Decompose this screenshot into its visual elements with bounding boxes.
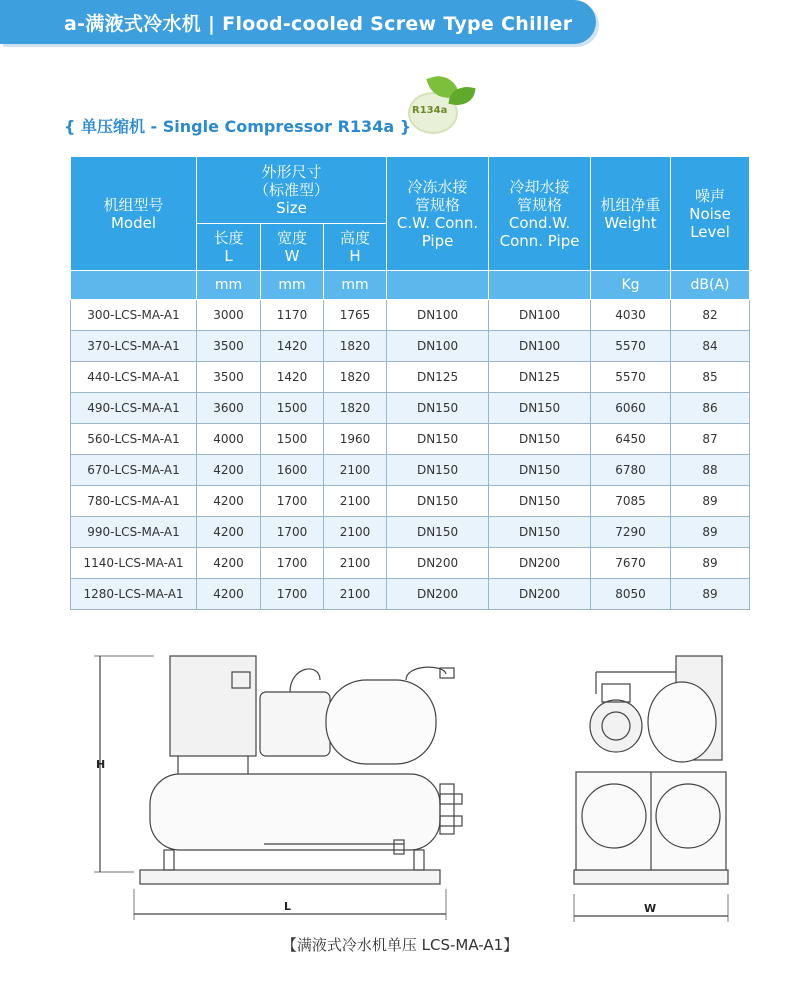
- badge-text: R134a: [412, 105, 448, 116]
- spec-table: [70, 156, 750, 610]
- chiller-end-view-drawing: [566, 644, 736, 934]
- spec-table-body: [71, 300, 750, 610]
- cell-width: 1420: [261, 331, 324, 362]
- table-row: [71, 517, 750, 548]
- table-row: [71, 300, 750, 331]
- cell-width: 1170: [261, 300, 324, 331]
- table-row: [71, 486, 750, 517]
- unit-model: [71, 271, 197, 300]
- cell-height: 1960: [324, 424, 387, 455]
- cell-model: 490-LCS-MA-A1: [71, 393, 197, 424]
- dimension-w-label: W: [644, 902, 657, 915]
- cell-cw-pipe: DN100: [387, 331, 489, 362]
- cell-noise: 89: [671, 548, 750, 579]
- unit-cw: [387, 271, 489, 300]
- cell-width: 1500: [261, 393, 324, 424]
- cell-length: 4200: [197, 455, 261, 486]
- cell-height: 1765: [324, 300, 387, 331]
- cell-cond-pipe: DN125: [489, 362, 591, 393]
- cell-length: 4200: [197, 548, 261, 579]
- cell-model: 670-LCS-MA-A1: [71, 455, 197, 486]
- cell-weight: 7290: [591, 517, 671, 548]
- cell-noise: 87: [671, 424, 750, 455]
- cell-cond-pipe: DN150: [489, 455, 591, 486]
- cell-model: 1140-LCS-MA-A1: [71, 548, 197, 579]
- cell-noise: 86: [671, 393, 750, 424]
- cell-cond-pipe: DN100: [489, 300, 591, 331]
- cell-length: 4200: [197, 579, 261, 610]
- cell-cw-pipe: DN150: [387, 424, 489, 455]
- header-model: 机组型号 Model: [71, 157, 197, 271]
- cell-length: 3600: [197, 393, 261, 424]
- header-noise: 噪声 Noise Level: [671, 157, 750, 271]
- cell-model: 300-LCS-MA-A1: [71, 300, 197, 331]
- cell-width: 1500: [261, 424, 324, 455]
- cell-cw-pipe: DN200: [387, 579, 489, 610]
- cell-height: 1820: [324, 362, 387, 393]
- cell-noise: 84: [671, 331, 750, 362]
- cell-length: 3000: [197, 300, 261, 331]
- cell-noise: 89: [671, 579, 750, 610]
- cell-noise: 85: [671, 362, 750, 393]
- cell-width: 1700: [261, 579, 324, 610]
- cell-cw-pipe: DN150: [387, 393, 489, 424]
- cell-noise: 89: [671, 517, 750, 548]
- cell-cond-pipe: DN200: [489, 579, 591, 610]
- banner-title: a-满液式冷水机 | Flood-cooled Screw Type Chiller: [0, 0, 596, 44]
- dimension-h-label: H: [96, 758, 106, 771]
- cell-cw-pipe: DN125: [387, 362, 489, 393]
- cell-cond-pipe: DN150: [489, 486, 591, 517]
- cell-cond-pipe: DN150: [489, 424, 591, 455]
- cell-length: 3500: [197, 362, 261, 393]
- cell-weight: 5570: [591, 331, 671, 362]
- unit-length: mm: [197, 271, 261, 300]
- cell-width: 1700: [261, 517, 324, 548]
- unit-weight: Kg: [591, 271, 671, 300]
- cell-weight: 4030: [591, 300, 671, 331]
- cell-cw-pipe: DN150: [387, 517, 489, 548]
- header-cond-pipe: 冷却水接 管规格 Cond.W. Conn. Pipe: [489, 157, 591, 271]
- cell-cw-pipe: DN150: [387, 486, 489, 517]
- cell-model: 440-LCS-MA-A1: [71, 362, 197, 393]
- header-height: 高度 H: [324, 224, 387, 271]
- section-title: { 单压缩机 - Single Compressor R134a }: [64, 117, 412, 136]
- cell-weight: 7085: [591, 486, 671, 517]
- cell-height: 2100: [324, 517, 387, 548]
- cell-length: 4200: [197, 517, 261, 548]
- unit-height: mm: [324, 271, 387, 300]
- cell-width: 1700: [261, 486, 324, 517]
- cell-weight: 7670: [591, 548, 671, 579]
- table-row: [71, 579, 750, 610]
- cell-weight: 6060: [591, 393, 671, 424]
- header-cw-pipe: 冷冻水接 管规格 C.W. Conn. Pipe: [387, 157, 489, 271]
- cell-length: 4000: [197, 424, 261, 455]
- table-row: [71, 393, 750, 424]
- table-row: [71, 362, 750, 393]
- cell-model: 780-LCS-MA-A1: [71, 486, 197, 517]
- cell-height: 2100: [324, 579, 387, 610]
- cell-height: 1820: [324, 393, 387, 424]
- cell-height: 2100: [324, 548, 387, 579]
- cell-cond-pipe: DN150: [489, 517, 591, 548]
- cell-weight: 5570: [591, 362, 671, 393]
- cell-height: 2100: [324, 455, 387, 486]
- cell-height: 1820: [324, 331, 387, 362]
- cell-noise: 82: [671, 300, 750, 331]
- table-row: [71, 455, 750, 486]
- cell-noise: 89: [671, 486, 750, 517]
- cell-model: 990-LCS-MA-A1: [71, 517, 197, 548]
- cell-length: 4200: [197, 486, 261, 517]
- table-row: [71, 424, 750, 455]
- drawing-caption: 【满液式冷水机单压 LCS-MA-A1】: [281, 936, 519, 954]
- cell-noise: 88: [671, 455, 750, 486]
- header-length: 长度 L: [197, 224, 261, 271]
- cell-cond-pipe: DN150: [489, 393, 591, 424]
- cell-cw-pipe: DN200: [387, 548, 489, 579]
- cell-width: 1700: [261, 548, 324, 579]
- cell-weight: 8050: [591, 579, 671, 610]
- unit-noise: dB(A): [671, 271, 750, 300]
- cell-model: 1280-LCS-MA-A1: [71, 579, 197, 610]
- header-size: 外形尺寸 （标准型） Size: [197, 157, 387, 224]
- cell-width: 1600: [261, 455, 324, 486]
- cell-model: 370-LCS-MA-A1: [71, 331, 197, 362]
- cell-width: 1420: [261, 362, 324, 393]
- cell-height: 2100: [324, 486, 387, 517]
- table-row: [71, 331, 750, 362]
- chiller-side-view-drawing: [94, 644, 474, 934]
- cell-weight: 6450: [591, 424, 671, 455]
- cell-model: 560-LCS-MA-A1: [71, 424, 197, 455]
- cell-length: 3500: [197, 331, 261, 362]
- cell-cw-pipe: DN150: [387, 455, 489, 486]
- cell-cw-pipe: DN100: [387, 300, 489, 331]
- dimension-l-label: L: [284, 900, 292, 913]
- header-weight: 机组净重 Weight: [591, 157, 671, 271]
- r134a-badge-icon: [402, 72, 488, 132]
- cell-cond-pipe: DN100: [489, 331, 591, 362]
- cell-weight: 6780: [591, 455, 671, 486]
- unit-width: mm: [261, 271, 324, 300]
- cell-cond-pipe: DN200: [489, 548, 591, 579]
- table-row: [71, 548, 750, 579]
- unit-cond: [489, 271, 591, 300]
- header-width: 宽度 W: [261, 224, 324, 271]
